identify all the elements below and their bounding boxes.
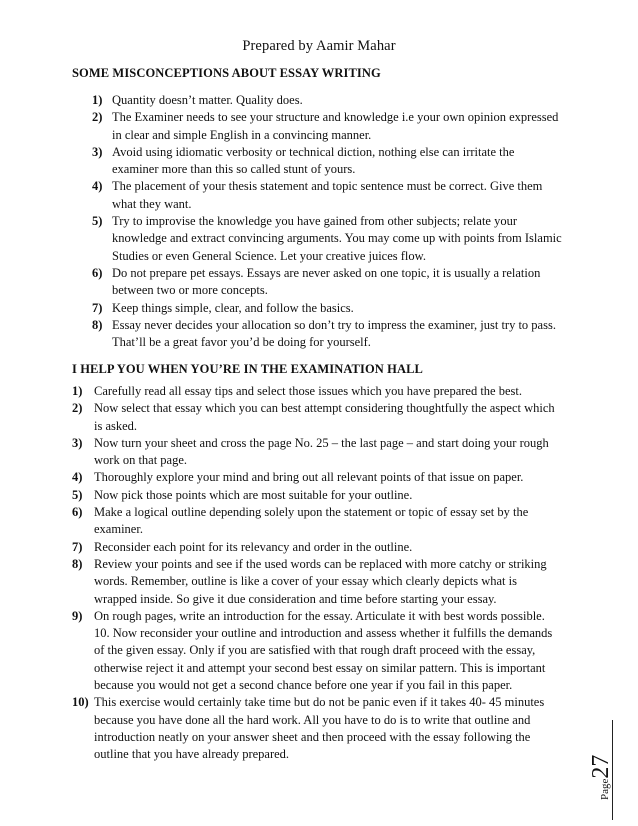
item-number: 3) <box>72 435 83 450</box>
item-number: 9) <box>72 608 83 623</box>
item-text: Now pick those points which are most suitable for your outline. <box>94 487 413 502</box>
section-heading-examination-hall: I HELP YOU WHEN YOU’RE IN THE EXAMINATION HALL <box>72 362 423 376</box>
item-text: Reconsider each point for its relevancy and order in the outline. <box>94 539 413 554</box>
item-text: Review your points and see if the used words can be replaced with more catchy or striking words. Remember, outline is like a cover of your essay which clearly depicts what is wrapped inside. So give it due consideration and time before starting your essay. <box>94 556 547 606</box>
list-item <box>92 317 562 352</box>
list-item <box>92 144 562 179</box>
section-heading-misconceptions: SOME MISCONCEPTIONS ABOUT ESSAY WRITING <box>72 66 381 80</box>
item-text: Thoroughly explore your mind and bring out all relevant points of that issue on paper. <box>94 470 524 485</box>
item-text: Now select that essay which you can best attempt considering thoughtfully the aspect which is asked. <box>94 401 555 433</box>
list-item <box>72 469 562 486</box>
item-number: 8) <box>72 556 83 571</box>
item-number: 6) <box>92 265 103 280</box>
list-item <box>72 504 562 539</box>
item-number: 5) <box>72 487 83 502</box>
examination-hall-list <box>72 383 562 764</box>
page-number-value: 27 <box>588 754 614 779</box>
item-text: Try to improvise the knowledge you have gained from other subjects; relate your knowledge and extract convincing arguments. You may come up with points from Islamic Studies or even General Science. Let your creative juices flow. <box>112 214 562 263</box>
item-text: Make a logical outline depending solely upon the statement or topic of essay set by the examiner. <box>94 505 529 537</box>
list-item <box>92 300 562 317</box>
list-item <box>72 608 562 694</box>
item-number: 7) <box>72 539 83 554</box>
item-number: 6) <box>72 505 83 520</box>
item-text: Carefully read all essay tips and select those issues which you have prepared the best. <box>94 384 522 398</box>
list-item <box>72 694 562 763</box>
page-label: Page <box>599 778 611 800</box>
item-number: 3) <box>92 144 103 159</box>
item-text: The placement of your thesis statement and topic sentence must be correct. Give them what they want. <box>112 179 543 211</box>
item-number: 10) <box>72 695 89 710</box>
item-number: 8) <box>92 317 103 332</box>
list-item <box>72 383 562 400</box>
list-item <box>92 213 562 265</box>
page-header: Prepared by Aamir Mahar <box>242 38 396 54</box>
list-item <box>92 265 562 300</box>
list-item <box>92 92 562 109</box>
item-text: Avoid using idiomatic verbosity or technical diction, nothing else can irritate the examiner more than this so called stunt of yours. <box>112 144 515 177</box>
item-number: 7) <box>92 300 103 315</box>
item-text: Quantity doesn’t matter. Quality does. <box>112 93 303 107</box>
item-number: 2) <box>72 401 83 416</box>
item-text: On rough pages, write an introduction for the essay. Articulate it with best words possible. 10. Now reconsider your outline and introduction and assess whether it fulfills the demands of the given essay. Only if you are satisfied with that rough draft proceed with the essay, otherwise reject it and attempt your second best essay on similar pattern. This is important because you would not get a second chance before one year if you fail in this paper. <box>94 608 553 693</box>
item-number: 4) <box>72 470 83 485</box>
item-text: Essay never decides your allocation so don’t try to impress the examiner, just try to pass. That’ll be a great favor you’d be doing for yourself. <box>112 317 556 350</box>
list-item <box>72 400 562 435</box>
list-item <box>72 435 562 470</box>
misconceptions-list <box>92 92 562 351</box>
item-text: Keep things simple, clear, and follow the basics. <box>112 300 354 315</box>
item-number: 1) <box>72 384 83 398</box>
list-item <box>92 109 562 144</box>
list-item <box>72 539 562 556</box>
item-text: Now turn your sheet and cross the page No. 25 – the last page – and start doing your rough work on that page. <box>94 435 549 468</box>
list-item <box>72 487 562 504</box>
item-text: The Examiner needs to see your structure and knowledge i.e your own opinion expressed in clear and simple English in a convincing manner. <box>112 110 559 142</box>
list-item <box>72 556 562 608</box>
item-number: 2) <box>92 110 103 125</box>
page-number <box>588 755 615 800</box>
item-number: 1) <box>92 93 103 107</box>
item-number: 5) <box>92 214 103 229</box>
item-number: 4) <box>92 179 103 194</box>
list-item <box>92 178 562 213</box>
item-text: This exercise would certainly take time but do not be panic even if it takes 40- 45 minutes because you have done all the hard work. All you have to do is to write that outline and introduction neatly on your answer sheet and then proceed with the essay following the outline that you have already prepared. <box>94 695 545 762</box>
item-text: Do not prepare pet essays. Essays are never asked on one topic, it is usually a relation between two or more concepts. <box>112 265 541 298</box>
